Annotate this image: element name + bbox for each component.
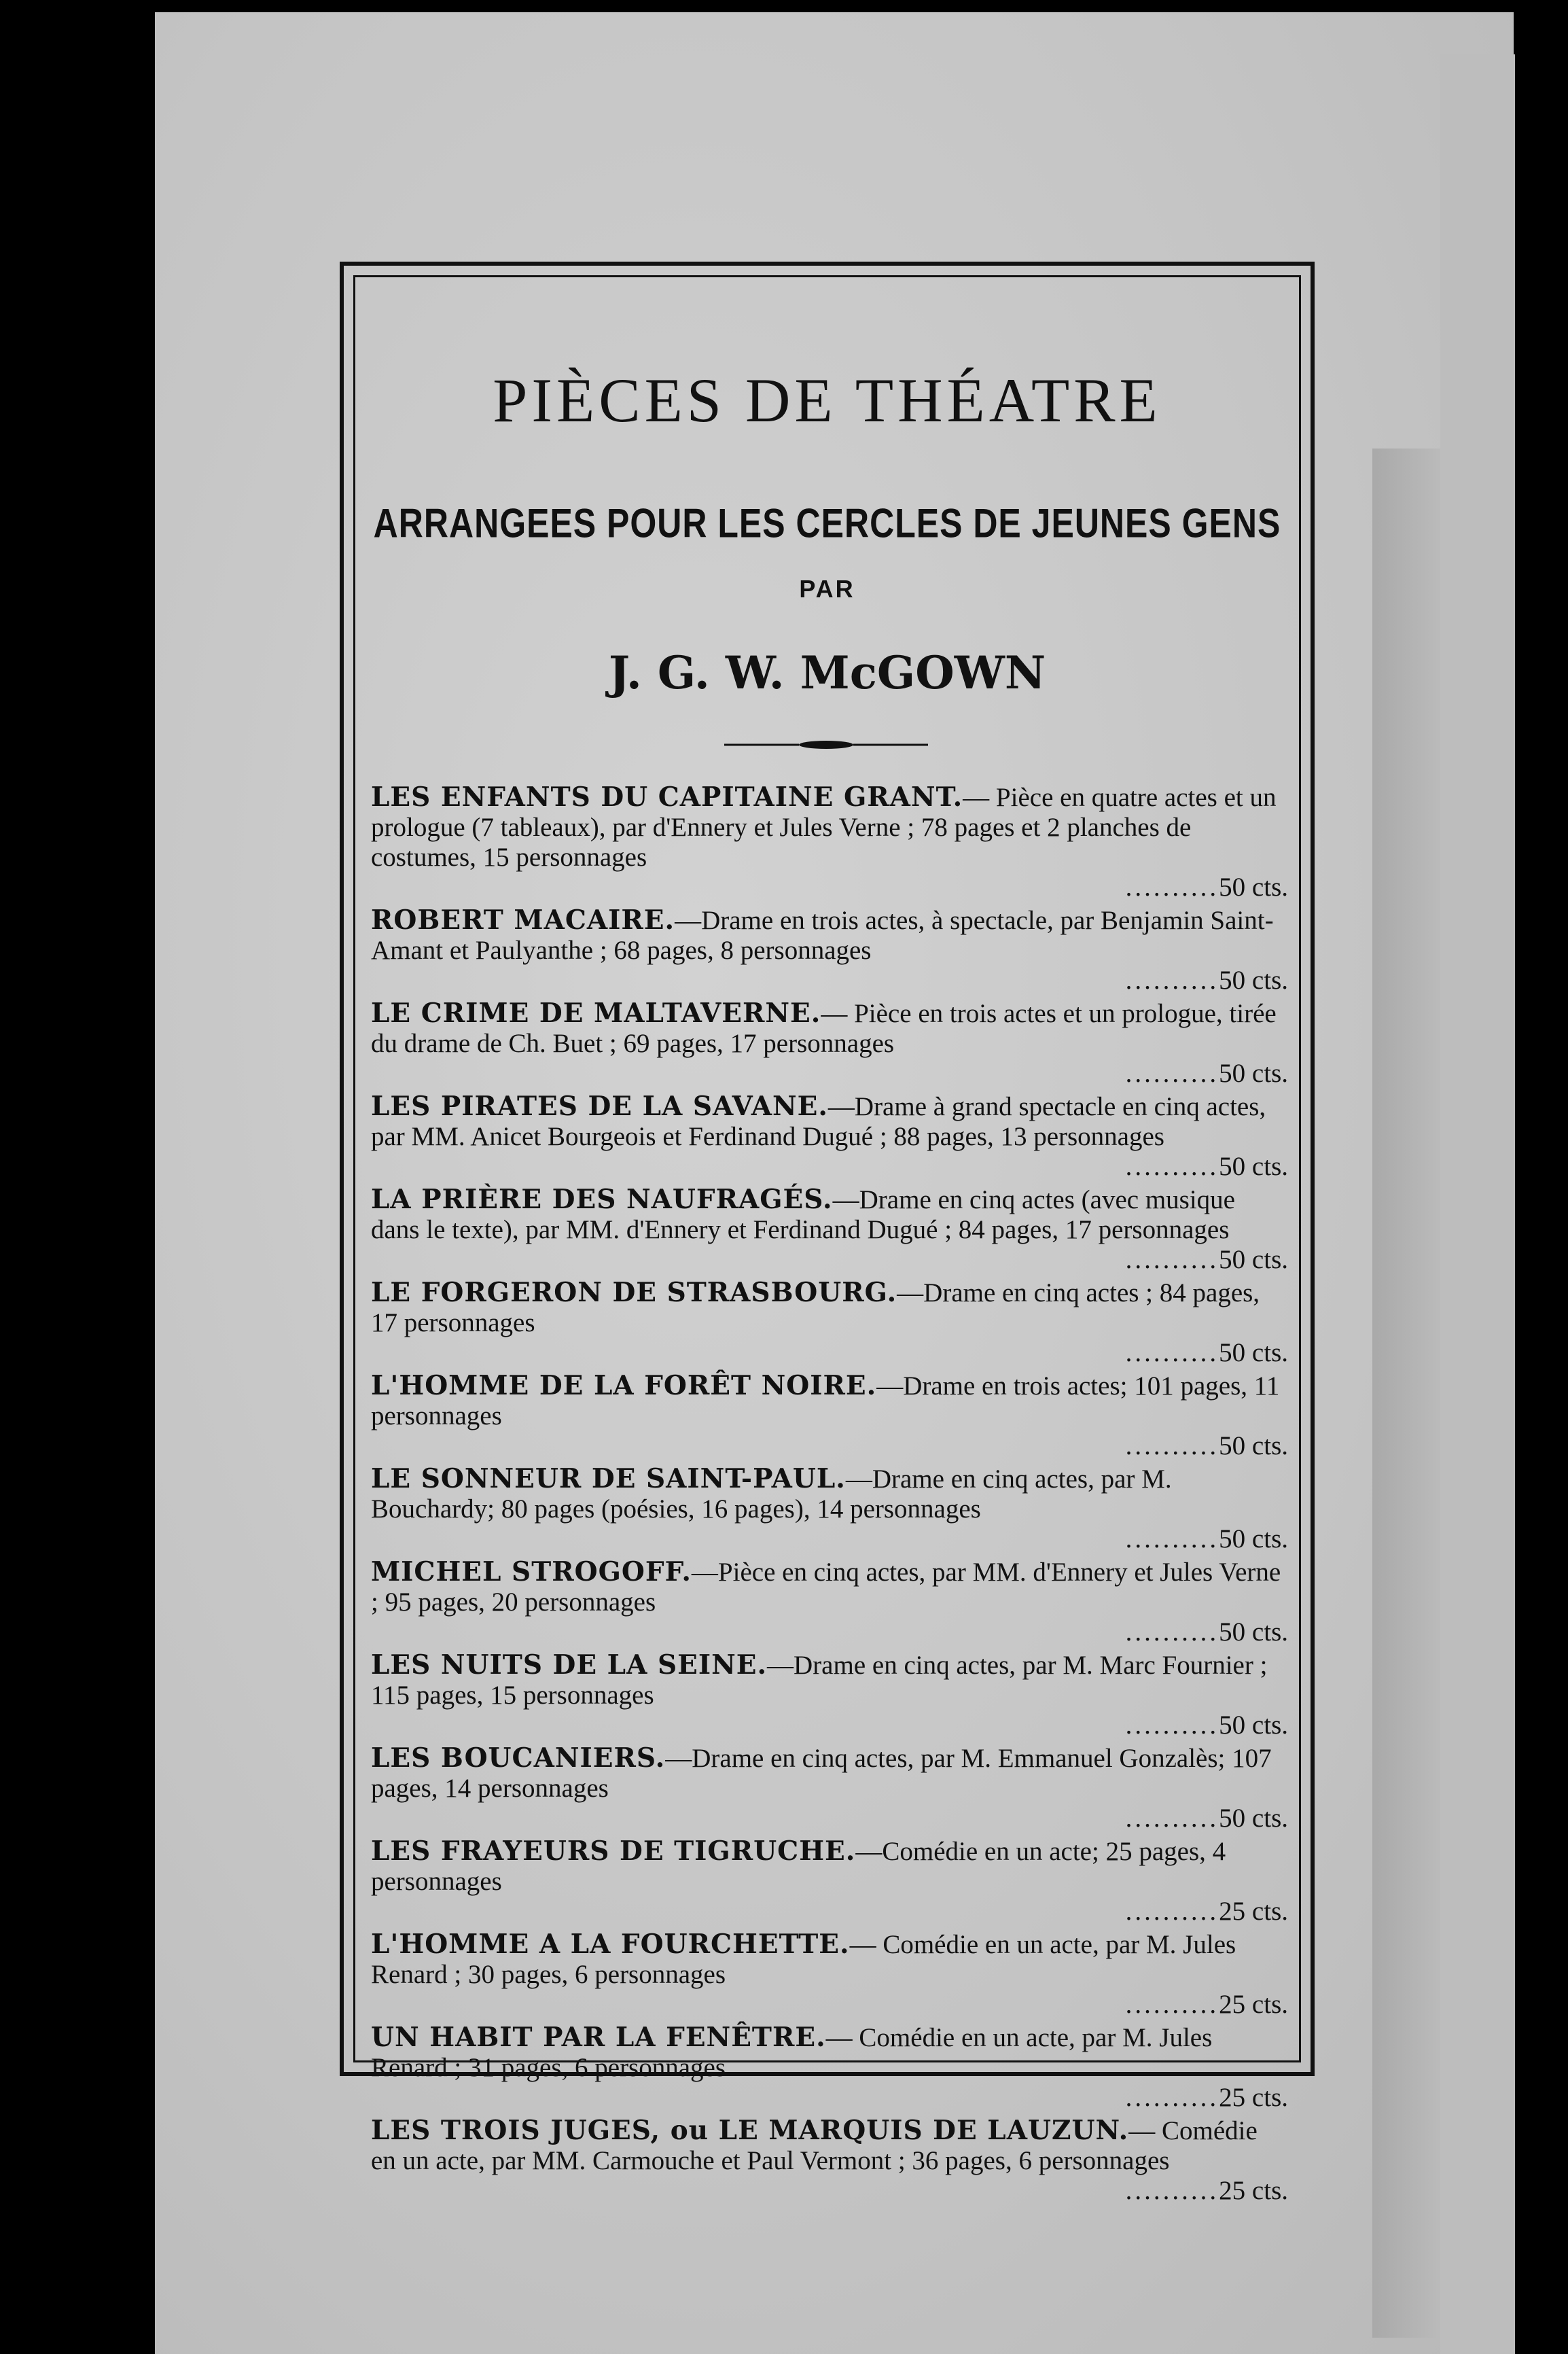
list-item: LA PRIÈRE DES NAUFRAGÉS.—Drame en cinq actes (avec musique dans le texte), par MM. d'Ennery et Ferdinand Dugué ; 84 pages, 17 personnages ..........50 cts. [371,1184,1288,1274]
page-edge [1440,54,1515,2354]
entry-price: 50 cts. [1219,1431,1288,1460]
entry-title: ROBERT MACAIRE. [371,904,675,936]
entry-price: 25 cts. [1219,2176,1288,2205]
entry-title: LA PRIÈRE DES NAUFRAGÉS. [371,1184,833,1215]
entry-description: — Comédie en un acte, par M. Jules Renard ; 31 pages, 6 personnages [371,2023,1213,2082]
list-item: LES NUITS DE LA SEINE.—Drame en cinq actes, par M. Marc Fournier ; 115 pages, 15 personnages ..........50 cts. [371,1649,1288,1740]
entry-title: LES PIRATES DE LA SAVANE. [371,1091,828,1122]
list-item: L'HOMME A LA FOURCHETTE.— Comédie en un acte, par M. Jules Renard ; 30 pages, 6 personnages ..........25 cts. [371,1929,1288,2019]
entry-description: —Pièce en cinq actes, par MM. d'Ennery et Jules Verne ; 95 pages, 20 personnages [371,1558,1281,1617]
entry-price: 25 cts. [1219,1990,1288,2019]
entry-description: — Pièce en quatre actes et un prologue (7 tableaux), par d'Ennery et Jules Verne ; 78 pages et 2 planches de costumes, 15 personnages [371,783,1277,872]
entry-price: 50 cts. [1219,1338,1288,1367]
entry-price: 50 cts. [1219,1152,1288,1181]
entry-description: —Drame en cinq actes (avec musique dans le texte), par MM. d'Ennery et Ferdinand Dugué ; 84 pages, 17 personnages [371,1185,1235,1244]
list-item: LES BOUCANIERS.—Drame en cinq actes, par M. Emmanuel Gonzalès; 107 pages, 14 personnages ..........50 cts. [371,1742,1288,1833]
entry-price: 25 cts. [1219,2083,1288,2112]
entry-title: L'HOMME DE LA FORÊT NOIRE. [371,1370,877,1401]
entry-description: —Drame en cinq actes ; 84 pages, 17 personnages [371,1278,1260,1337]
entry-price: 50 cts. [1219,873,1288,902]
entry-title: LE SONNEUR DE SAINT-PAUL. [371,1463,846,1494]
author-name: J. G. W. McGOWN [608,646,1046,699]
entry-price: 50 cts. [1219,1524,1288,1553]
entry-price: 50 cts. [1219,1617,1288,1647]
list-item: UN HABIT PAR LA FENÊTRE.— Comédie en un acte, par M. Jules Renard ; 31 pages, 6 personnages ..........25 cts. [371,2022,1288,2112]
plays-list [371,782,1288,2209]
entry-title: UN HABIT PAR LA FENÊTRE. [371,2022,826,2053]
ornament-divider-icon [724,738,928,752]
entry-price: 50 cts. [1219,1710,1288,1740]
entry-title: LES BOUCANIERS. [371,1742,666,1774]
entry-description: —Drame à grand spectacle en cinq actes, par MM. Anicet Bourgeois et Ferdinand Dugué ; 88 pages, 13 personnages [371,1092,1266,1151]
entry-price: 50 cts. [1219,1804,1288,1833]
entry-description: —Drame en trois actes, à spectacle, par Benjamin Saint-Amant et Paulyanthe ; 68 pages, 8 personnages [371,906,1274,965]
list-item: LES ENFANTS DU CAPITAINE GRANT.— Pièce en quatre actes et un prologue (7 tableaux), par d'Ennery et Jules Verne ; 78 pages et 2 planches de costumes, 15 personnages ..........50 cts. [371,781,1288,902]
page-title: PIÈCES DE THÉATRE [493,366,1162,435]
entry-title: LE CRIME DE MALTAVERNE. [371,998,821,1029]
entry-title: LES TROIS JUGES, ou LE MARQUIS DE LAUZUN. [371,2115,1129,2146]
list-item: LES FRAYEURS DE TIGRUCHE.—Comédie en un acte; 25 pages, 4 personnages ..........25 cts. [371,1835,1288,1926]
entry-title: MICHEL STROGOFF. [371,1556,692,1587]
entry-description: — Pièce en trois actes et un prologue, tirée du drame de Ch. Buet ; 69 pages, 17 personnages [371,999,1277,1058]
entry-description: — Comédie en un acte, par MM. Carmouche et Paul Vermont ; 36 pages, 6 personnages [371,2116,1258,2175]
entry-title: LES ENFANTS DU CAPITAINE GRANT. [371,781,963,813]
entry-description: —Drame en cinq actes, par M. Marc Fournier ; 115 pages, 15 personnages [371,1651,1268,1710]
advertisement-frame [340,262,1315,2205]
list-item: LES PIRATES DE LA SAVANE.—Drame à grand spectacle en cinq actes, par MM. Anicet Bourgeois et Ferdinand Dugué ; 88 pages, 13 personnages ..........50 cts. [371,1091,1288,1181]
list-item: ROBERT MACAIRE.—Drame en trois actes, à spectacle, par Benjamin Saint-Amant et Paulyanthe ; 68 pages, 8 personnages ..........50 cts. [371,904,1288,995]
entry-description: —Drame en cinq actes, par M. Bouchardy; 80 pages (poésies, 16 pages), 14 personnages [371,1464,1172,1524]
entry-description: —Comédie en un acte; 25 pages, 4 personnages [371,1837,1226,1896]
list-item: LE SONNEUR DE SAINT-PAUL.—Drame en cinq actes, par M. Bouchardy; 80 pages (poésies, 16 pages), 14 personnages ..........50 cts. [371,1463,1288,1553]
list-item: L'HOMME DE LA FORÊT NOIRE.—Drame en trois actes; 101 pages, 11 personnages ..........50 cts. [371,1370,1288,1460]
list-item: LE FORGERON DE STRASBOURG.—Drame en cinq actes ; 84 pages, 17 personnages ..........50 cts. [371,1277,1288,1367]
list-item: LE CRIME DE MALTAVERNE.— Pièce en trois actes et un prologue, tirée du drame de Ch. Buet ; 69 pages, 17 personnages ..........50 cts. [371,998,1288,1088]
page-subtitle: ARRANGEES POUR LES CERCLES DE JEUNES GENS [373,500,1281,546]
entry-price: 50 cts. [1219,1245,1288,1274]
entry-price: 25 cts. [1219,1897,1288,1926]
entry-title: L'HOMME A LA FOURCHETTE. [371,1929,850,1960]
list-item: MICHEL STROGOFF.—Pièce en cinq actes, par MM. d'Ennery et Jules Verne ; 95 pages, 20 personnages ..........50 cts. [371,1556,1288,1647]
entry-description: —Drame en trois actes; 101 pages, 11 personnages [371,1371,1280,1430]
entry-title: LES NUITS DE LA SEINE. [371,1649,768,1681]
list-item: LES TROIS JUGES, ou LE MARQUIS DE LAUZUN.— Comédie en un acte, par MM. Carmouche et Paul Vermont ; 36 pages, 6 personnages ..........25 cts. [371,2115,1288,2205]
entry-title: LES FRAYEURS DE TIGRUCHE. [371,1835,856,1867]
entry-description: — Comédie en un acte, par M. Jules Renard ; 30 pages, 6 personnages [371,1930,1236,1989]
by-label: PAR [799,575,855,603]
entry-description: —Drame en cinq actes, par M. Emmanuel Gonzalès; 107 pages, 14 personnages [371,1744,1272,1803]
entry-price: 50 cts. [1219,1059,1288,1088]
entry-price: 50 cts. [1219,966,1288,995]
entry-title: LE FORGERON DE STRASBOURG. [371,1277,897,1308]
